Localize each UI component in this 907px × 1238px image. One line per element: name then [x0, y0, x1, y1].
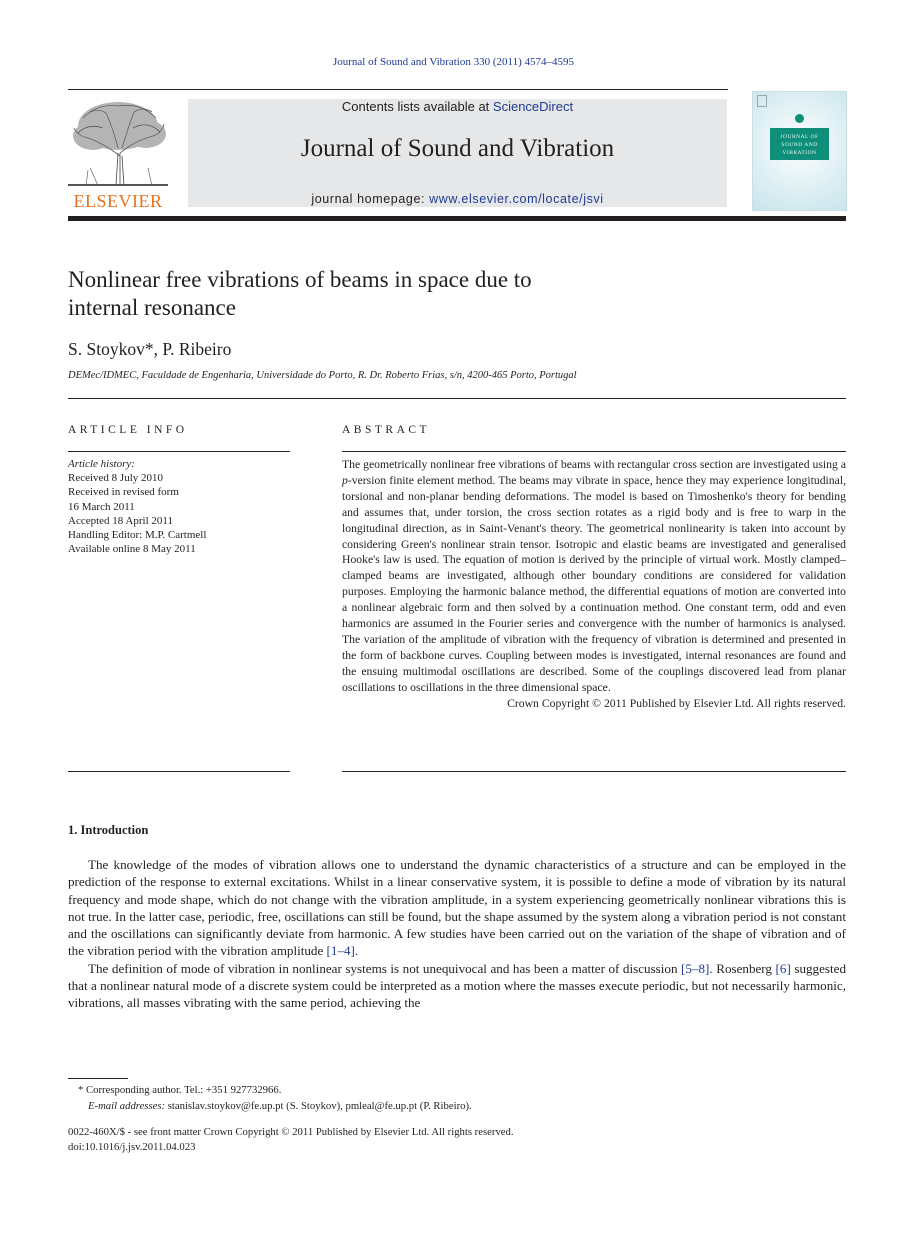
email-addresses[interactable]: stanislav.stoykov@fe.up.pt (S. Stoykov), pmleal@fe.up.pt (P. Ribeiro). — [165, 1099, 472, 1112]
doi-line[interactable]: doi:10.1016/j.jsv.2011.04.023 — [68, 1140, 196, 1153]
email-note — [68, 1099, 846, 1115]
title-line-1: Nonlinear free vibrations of beams in space due to — [68, 267, 532, 292]
cover-title-block — [770, 128, 829, 160]
reference-link[interactable]: [5–8] — [681, 960, 710, 976]
homepage-link[interactable]: www.elsevier.com/locate/jsvi — [429, 192, 604, 206]
article-authors[interactable]: S. Stoykov*, P. Ribeiro — [68, 339, 232, 359]
email-label: E-mail addresses: — [88, 1099, 166, 1112]
article-info-rule-top — [68, 451, 290, 452]
article-info-rule-bottom — [68, 771, 290, 772]
reference-link[interactable]: [1–4] — [326, 943, 355, 959]
cover-emblem-icon — [795, 114, 804, 123]
cover-text-3: VIBRATION — [782, 150, 817, 156]
article-history — [68, 457, 290, 556]
journal-name: Journal of Sound and Vibration — [300, 135, 615, 162]
abstract-body — [342, 457, 846, 712]
abstract-text: The geometrically nonlinear free vibrations of beams with rectangular cross section are investigated using a p-version finite element method. The beams may vibrate in space, hence they may experience longitudinal, torsional and non-planar bending deformations. The model is based on Timoshenko's theory for bending and assumes that, under torsion, the cross section rotates as a rigid body and is free to warp in the longitudinal direction, as in Saint-Venant's theory. The geometrical nonlinearity is taken into account by considering Green's nonlinear strain tensor. Isotropic and elastic beams are investigated and generalised Hooke's law is used. The equation of motion is derived by the principle of virtual work. Mostly clamped–clamped beams are investigated, although other boundary conditions are considered for validation purposes. Employing the harmonic balance method, the differential equations of motion are converted into a nonlinear algebraic form and then solved by a continuation method. One constant term, odd and even harmonics are assumed in the Fourier series and convergence with the number of harmonics is analysed. The variation of the amplitude of vibration with the frequency of vibration is determined and presented in the form of backbone curves. Coupling between modes is investigated, internal resonances are found and the ensuing multimodal oscillations are described. Some of the couplings discovered lead from planar oscillations to oscillations in the three dimensional space. — [342, 458, 846, 694]
cover-corner-icon — [757, 95, 767, 107]
article-title — [68, 266, 708, 322]
masthead-thick-rule — [68, 216, 846, 221]
history-heading: Article history: — [68, 458, 135, 470]
journal-citation[interactable]: Journal of Sound and Vibration 330 (2011) 4574–4595 — [332, 56, 574, 68]
journal-masthead — [68, 88, 846, 220]
intro-paragraph-1: The knowledge of the modes of vibration allows one to understand the dynamic characteristics of a structure and can be employed in the prediction of the response to external excitations. Whilst in a linear conservative system, it is possible to define a mode of vibration by its natural frequency and mode shape, which do not change with the vibration amplitude, in a system experiencing geometrically nonlinear vibrations this is not true. In the latter case, periodic, free, oscillations can still be found, but the shape assumed by the system along a vibration period is not constant and the oscillations can significantly deviate from harmonic. A few studies have been carried out on the variation of the shape of vibration and of the vibration period with the vibration amplitude [1–4]. — [68, 857, 846, 959]
elsevier-wordmark: ELSEVIER — [73, 191, 163, 211]
elsevier-logo[interactable] — [68, 98, 168, 210]
history-line: Handling Editor: M.P. Cartmell — [68, 529, 207, 542]
cover-text-2: SOUND AND — [781, 142, 818, 148]
footnotes — [68, 1083, 846, 1114]
elsevier-tree-icon — [68, 98, 168, 188]
reference-link[interactable]: [6] — [775, 960, 791, 976]
article-info-label: ARTICLE INFO — [68, 424, 188, 436]
contents-prefix: Contents lists available at — [341, 99, 493, 114]
abstract-rule-bottom — [342, 771, 846, 772]
homepage-line — [188, 192, 727, 206]
history-line: Accepted 18 April 2011 — [68, 514, 173, 527]
footnote-rule — [68, 1078, 128, 1079]
introduction-body — [68, 856, 846, 1012]
history-line: 16 March 2011 — [68, 500, 135, 513]
abstract-label: ABSTRACT — [342, 424, 431, 436]
abstract-rule-top — [342, 451, 846, 452]
cover-text-1: JOURNAL OF — [780, 134, 819, 140]
history-line: Available online 8 May 2011 — [68, 543, 196, 556]
journal-banner — [188, 99, 727, 207]
issn-line: 0022-460X/$ - see front matter Crown Copyright © 2011 Published by Elsevier Ltd. All rights reserved. — [68, 1126, 514, 1138]
title-line-2: internal resonance — [68, 295, 236, 320]
contents-line — [188, 99, 727, 114]
history-line: Received 8 July 2010 — [68, 472, 164, 485]
corresponding-author-note: * Corresponding author. Tel.: +351 927732966. — [78, 1084, 282, 1096]
masthead-top-rule — [68, 89, 728, 90]
sciencedirect-link[interactable]: ScienceDirect — [492, 99, 574, 114]
journal-cover-thumbnail[interactable] — [752, 91, 847, 211]
history-line: Received in revised form — [68, 486, 179, 499]
homepage-prefix: journal homepage: — [311, 192, 430, 206]
author-affiliation: DEMec/IDMEC, Faculdade de Engenharia, Universidade do Porto, R. Dr. Roberto Frias, s/n, 4200-465 Porto, Portugal — [68, 370, 577, 381]
header-divider — [68, 398, 846, 399]
intro-paragraph-2: The definition of mode of vibration in nonlinear systems is not unequivocal and has been a matter of discussion [5–8]. Rosenberg [6] suggested that a nonlinear natural mode of a discrete system could be interpreted as a motion where the masses execute periodic, but not necessarily harmonic, vibrations, all masses vibrating with the same period, achieving the — [68, 960, 846, 1011]
abstract-copyright: Crown Copyright © 2011 Published by Elsevier Ltd. All rights reserved. — [507, 696, 846, 710]
introduction-heading: 1. Introduction — [68, 823, 149, 837]
front-matter — [68, 1125, 846, 1154]
